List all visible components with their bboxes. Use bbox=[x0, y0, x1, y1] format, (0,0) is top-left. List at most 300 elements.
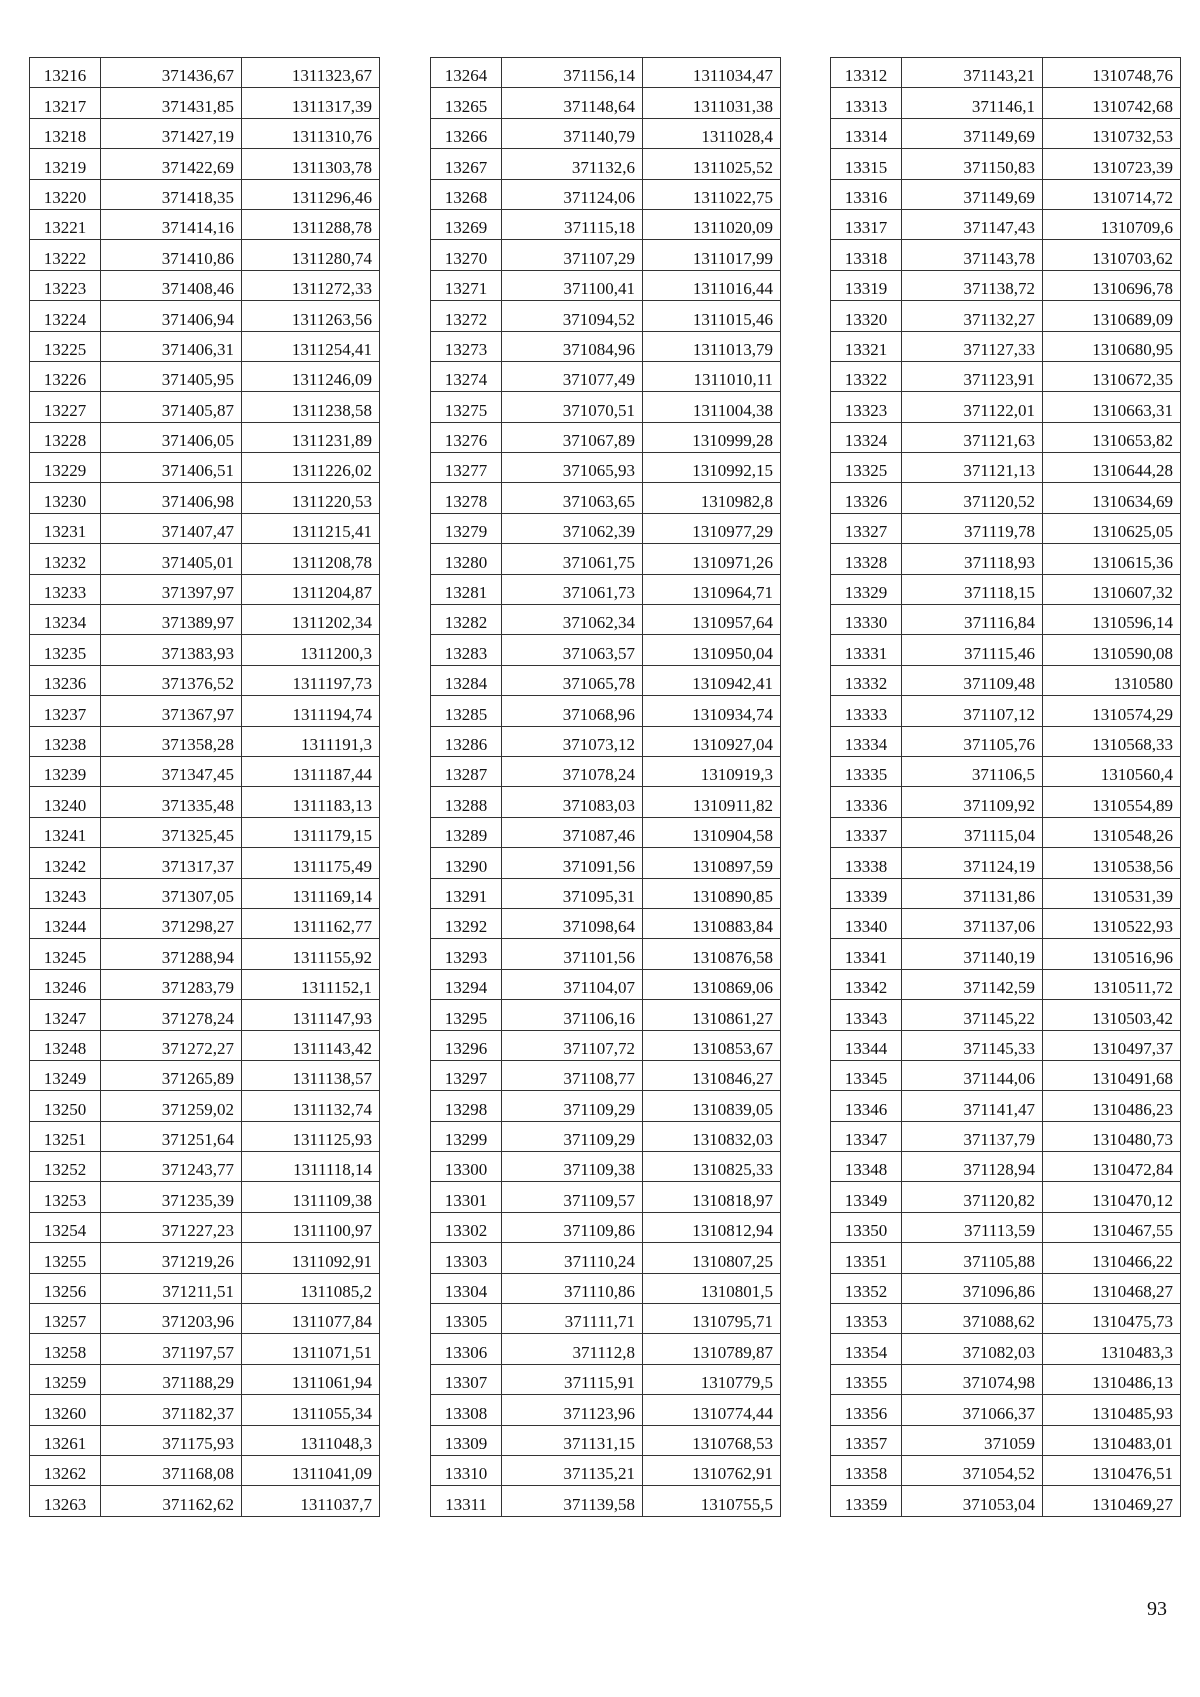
x-coordinate-cell: 371325,45 bbox=[101, 817, 242, 847]
x-coordinate-cell: 371106,16 bbox=[502, 1000, 643, 1030]
x-coordinate-cell: 371150,83 bbox=[902, 149, 1043, 179]
y-coordinate-cell: 1311048,3 bbox=[242, 1425, 380, 1455]
y-coordinate-cell: 1310964,71 bbox=[643, 574, 781, 604]
x-coordinate-cell: 371107,12 bbox=[902, 696, 1043, 726]
table-row bbox=[431, 1243, 781, 1273]
y-coordinate-cell: 1310801,5 bbox=[643, 1273, 781, 1303]
table-row bbox=[431, 544, 781, 574]
y-coordinate-cell: 1310531,39 bbox=[1043, 878, 1181, 908]
y-coordinate-cell: 1310689,09 bbox=[1043, 301, 1181, 331]
point-number-cell: 13248 bbox=[30, 1030, 101, 1060]
x-coordinate-cell: 371066,37 bbox=[902, 1395, 1043, 1425]
x-coordinate-cell: 371123,96 bbox=[502, 1395, 643, 1425]
x-coordinate-cell: 371367,97 bbox=[101, 696, 242, 726]
y-coordinate-cell: 1310942,41 bbox=[643, 665, 781, 695]
point-number-cell: 13328 bbox=[831, 544, 902, 574]
table-row bbox=[30, 544, 380, 574]
y-coordinate-cell: 1310596,14 bbox=[1043, 605, 1181, 635]
table-row bbox=[831, 817, 1181, 847]
table-row bbox=[831, 908, 1181, 938]
x-coordinate-cell: 371143,78 bbox=[902, 240, 1043, 270]
point-number-cell: 13354 bbox=[831, 1334, 902, 1364]
point-number-cell: 13326 bbox=[831, 483, 902, 513]
table-row bbox=[831, 939, 1181, 969]
x-coordinate-cell: 371422,69 bbox=[101, 149, 242, 179]
point-number-cell: 13313 bbox=[831, 88, 902, 118]
x-coordinate-cell: 371109,86 bbox=[502, 1212, 643, 1242]
table-row bbox=[431, 149, 781, 179]
y-coordinate-cell: 1310774,44 bbox=[643, 1395, 781, 1425]
x-coordinate-cell: 371436,67 bbox=[101, 58, 242, 88]
point-number-cell: 13343 bbox=[831, 1000, 902, 1030]
y-coordinate-cell: 1311179,15 bbox=[242, 817, 380, 847]
x-coordinate-cell: 371145,22 bbox=[902, 1000, 1043, 1030]
x-coordinate-cell: 371118,15 bbox=[902, 574, 1043, 604]
table-row bbox=[30, 1091, 380, 1121]
point-number-cell: 13234 bbox=[30, 605, 101, 635]
table-row bbox=[431, 817, 781, 847]
y-coordinate-cell: 1310762,91 bbox=[643, 1455, 781, 1485]
point-number-cell: 13309 bbox=[431, 1425, 502, 1455]
x-coordinate-cell: 371418,35 bbox=[101, 179, 242, 209]
table-row bbox=[831, 726, 1181, 756]
x-coordinate-cell: 371147,43 bbox=[902, 209, 1043, 239]
table-row bbox=[30, 969, 380, 999]
point-number-cell: 13254 bbox=[30, 1212, 101, 1242]
x-coordinate-cell: 371431,85 bbox=[101, 88, 242, 118]
x-coordinate-cell: 371162,62 bbox=[101, 1486, 242, 1516]
table-row bbox=[30, 605, 380, 635]
y-coordinate-cell: 1311013,79 bbox=[643, 331, 781, 361]
point-number-cell: 13229 bbox=[30, 453, 101, 483]
x-coordinate-cell: 371243,77 bbox=[101, 1152, 242, 1182]
point-number-cell: 13220 bbox=[30, 179, 101, 209]
x-coordinate-cell: 371149,69 bbox=[902, 118, 1043, 148]
table-row bbox=[431, 848, 781, 878]
y-coordinate-cell: 1310714,72 bbox=[1043, 179, 1181, 209]
x-coordinate-cell: 371127,33 bbox=[902, 331, 1043, 361]
y-coordinate-cell: 1310982,8 bbox=[643, 483, 781, 513]
x-coordinate-cell: 371376,52 bbox=[101, 665, 242, 695]
x-coordinate-cell: 371405,87 bbox=[101, 392, 242, 422]
y-coordinate-cell: 1310480,73 bbox=[1043, 1121, 1181, 1151]
table-row bbox=[30, 574, 380, 604]
point-number-cell: 13284 bbox=[431, 665, 502, 695]
y-coordinate-cell: 1311187,44 bbox=[242, 756, 380, 786]
y-coordinate-cell: 1311037,7 bbox=[242, 1486, 380, 1516]
point-number-cell: 13267 bbox=[431, 149, 502, 179]
x-coordinate-cell: 371143,21 bbox=[902, 58, 1043, 88]
point-number-cell: 13321 bbox=[831, 331, 902, 361]
y-coordinate-cell: 1311132,74 bbox=[242, 1091, 380, 1121]
table-row bbox=[831, 1091, 1181, 1121]
point-number-cell: 13348 bbox=[831, 1152, 902, 1182]
point-number-cell: 13289 bbox=[431, 817, 502, 847]
point-number-cell: 13287 bbox=[431, 756, 502, 786]
point-number-cell: 13342 bbox=[831, 969, 902, 999]
y-coordinate-cell: 1311015,46 bbox=[643, 301, 781, 331]
y-coordinate-cell: 1310511,72 bbox=[1043, 969, 1181, 999]
point-number-cell: 13358 bbox=[831, 1455, 902, 1485]
point-number-cell: 13320 bbox=[831, 301, 902, 331]
y-coordinate-cell: 1311197,73 bbox=[242, 665, 380, 695]
table-row bbox=[30, 331, 380, 361]
point-number-cell: 13249 bbox=[30, 1060, 101, 1090]
point-number-cell: 13283 bbox=[431, 635, 502, 665]
table-row bbox=[431, 939, 781, 969]
x-coordinate-cell: 371109,48 bbox=[902, 665, 1043, 695]
table-row bbox=[431, 1273, 781, 1303]
x-coordinate-cell: 371131,86 bbox=[902, 878, 1043, 908]
y-coordinate-cell: 1311025,52 bbox=[643, 149, 781, 179]
y-coordinate-cell: 1311296,46 bbox=[242, 179, 380, 209]
table-row bbox=[831, 1304, 1181, 1334]
point-number-cell: 13337 bbox=[831, 817, 902, 847]
y-coordinate-cell: 1310538,56 bbox=[1043, 848, 1181, 878]
table-row bbox=[30, 1395, 380, 1425]
point-number-cell: 13298 bbox=[431, 1091, 502, 1121]
x-coordinate-cell: 371115,46 bbox=[902, 635, 1043, 665]
point-number-cell: 13274 bbox=[431, 361, 502, 391]
point-number-cell: 13305 bbox=[431, 1304, 502, 1334]
point-number-cell: 13230 bbox=[30, 483, 101, 513]
x-coordinate-cell: 371121,63 bbox=[902, 422, 1043, 452]
point-number-cell: 13300 bbox=[431, 1152, 502, 1182]
point-number-cell: 13269 bbox=[431, 209, 502, 239]
y-coordinate-cell: 1311323,67 bbox=[242, 58, 380, 88]
point-number-cell: 13325 bbox=[831, 453, 902, 483]
table-row bbox=[831, 635, 1181, 665]
table-row bbox=[431, 1152, 781, 1182]
table-row bbox=[30, 179, 380, 209]
x-coordinate-cell: 371112,8 bbox=[502, 1334, 643, 1364]
table-row bbox=[431, 1030, 781, 1060]
x-coordinate-cell: 371095,31 bbox=[502, 878, 643, 908]
point-number-cell: 13233 bbox=[30, 574, 101, 604]
x-coordinate-cell: 371265,89 bbox=[101, 1060, 242, 1090]
y-coordinate-cell: 1311183,13 bbox=[242, 787, 380, 817]
table-row bbox=[831, 88, 1181, 118]
y-coordinate-cell: 1310672,35 bbox=[1043, 361, 1181, 391]
x-coordinate-cell: 371188,29 bbox=[101, 1364, 242, 1394]
table-row bbox=[431, 331, 781, 361]
table-row bbox=[431, 361, 781, 391]
table-row bbox=[30, 665, 380, 695]
point-number-cell: 13265 bbox=[431, 88, 502, 118]
x-coordinate-cell: 371109,29 bbox=[502, 1121, 643, 1151]
point-number-cell: 13276 bbox=[431, 422, 502, 452]
table-row bbox=[30, 422, 380, 452]
point-number-cell: 13297 bbox=[431, 1060, 502, 1090]
point-number-cell: 13268 bbox=[431, 179, 502, 209]
x-coordinate-cell: 371406,98 bbox=[101, 483, 242, 513]
y-coordinate-cell: 1310568,33 bbox=[1043, 726, 1181, 756]
point-number-cell: 13218 bbox=[30, 118, 101, 148]
point-number-cell: 13246 bbox=[30, 969, 101, 999]
table-row bbox=[431, 1000, 781, 1030]
y-coordinate-cell: 1310709,6 bbox=[1043, 209, 1181, 239]
table-row bbox=[431, 270, 781, 300]
y-coordinate-cell: 1310904,58 bbox=[643, 817, 781, 847]
table-row bbox=[30, 1304, 380, 1334]
point-number-cell: 13279 bbox=[431, 513, 502, 543]
point-number-cell: 13331 bbox=[831, 635, 902, 665]
point-number-cell: 13238 bbox=[30, 726, 101, 756]
table-row bbox=[30, 149, 380, 179]
y-coordinate-cell: 1311100,97 bbox=[242, 1212, 380, 1242]
table-row bbox=[831, 270, 1181, 300]
y-coordinate-cell: 1310663,31 bbox=[1043, 392, 1181, 422]
x-coordinate-cell: 371104,07 bbox=[502, 969, 643, 999]
x-coordinate-cell: 371405,95 bbox=[101, 361, 242, 391]
x-coordinate-cell: 371335,48 bbox=[101, 787, 242, 817]
table-row bbox=[30, 88, 380, 118]
table-row bbox=[30, 392, 380, 422]
x-coordinate-cell: 371132,6 bbox=[502, 149, 643, 179]
table-row bbox=[431, 1364, 781, 1394]
x-coordinate-cell: 371135,21 bbox=[502, 1455, 643, 1485]
x-coordinate-cell: 371118,93 bbox=[902, 544, 1043, 574]
x-coordinate-cell: 371082,03 bbox=[902, 1334, 1043, 1364]
point-number-cell: 13359 bbox=[831, 1486, 902, 1516]
y-coordinate-cell: 1311263,56 bbox=[242, 301, 380, 331]
point-number-cell: 13219 bbox=[30, 149, 101, 179]
y-coordinate-cell: 1310755,5 bbox=[643, 1486, 781, 1516]
table-row bbox=[431, 1304, 781, 1334]
point-number-cell: 13333 bbox=[831, 696, 902, 726]
point-number-cell: 13312 bbox=[831, 58, 902, 88]
x-coordinate-cell: 371110,86 bbox=[502, 1273, 643, 1303]
y-coordinate-cell: 1310869,06 bbox=[643, 969, 781, 999]
x-coordinate-cell: 371406,94 bbox=[101, 301, 242, 331]
table-row bbox=[431, 665, 781, 695]
point-number-cell: 13311 bbox=[431, 1486, 502, 1516]
y-coordinate-cell: 1311215,41 bbox=[242, 513, 380, 543]
x-coordinate-cell: 371227,23 bbox=[101, 1212, 242, 1242]
point-number-cell: 13338 bbox=[831, 848, 902, 878]
table-row bbox=[831, 1152, 1181, 1182]
y-coordinate-cell: 1311010,11 bbox=[643, 361, 781, 391]
x-coordinate-cell: 371119,78 bbox=[902, 513, 1043, 543]
point-number-cell: 13243 bbox=[30, 878, 101, 908]
table-row bbox=[431, 1091, 781, 1121]
y-coordinate-cell: 1310992,15 bbox=[643, 453, 781, 483]
table-row bbox=[30, 513, 380, 543]
x-coordinate-cell: 371128,94 bbox=[902, 1152, 1043, 1182]
y-coordinate-cell: 1311175,49 bbox=[242, 848, 380, 878]
table-row bbox=[431, 392, 781, 422]
y-coordinate-cell: 1310554,89 bbox=[1043, 787, 1181, 817]
table-row bbox=[30, 453, 380, 483]
y-coordinate-cell: 1310897,59 bbox=[643, 848, 781, 878]
x-coordinate-cell: 371156,14 bbox=[502, 58, 643, 88]
point-number-cell: 13347 bbox=[831, 1121, 902, 1151]
point-number-cell: 13232 bbox=[30, 544, 101, 574]
table-row bbox=[30, 240, 380, 270]
y-coordinate-cell: 1311280,74 bbox=[242, 240, 380, 270]
x-coordinate-cell: 371109,29 bbox=[502, 1091, 643, 1121]
point-number-cell: 13235 bbox=[30, 635, 101, 665]
point-number-cell: 13302 bbox=[431, 1212, 502, 1242]
point-number-cell: 13222 bbox=[30, 240, 101, 270]
table-row bbox=[431, 1486, 781, 1516]
y-coordinate-cell: 1310825,33 bbox=[643, 1152, 781, 1182]
x-coordinate-cell: 371083,03 bbox=[502, 787, 643, 817]
x-coordinate-cell: 371137,79 bbox=[902, 1121, 1043, 1151]
point-number-cell: 13345 bbox=[831, 1060, 902, 1090]
y-coordinate-cell: 1310818,97 bbox=[643, 1182, 781, 1212]
x-coordinate-cell: 371084,96 bbox=[502, 331, 643, 361]
x-coordinate-cell: 371149,69 bbox=[902, 179, 1043, 209]
table-row bbox=[831, 1273, 1181, 1303]
x-coordinate-cell: 371358,28 bbox=[101, 726, 242, 756]
x-coordinate-cell: 371203,96 bbox=[101, 1304, 242, 1334]
table-row bbox=[431, 1121, 781, 1151]
x-coordinate-cell: 371107,29 bbox=[502, 240, 643, 270]
table-row bbox=[30, 1182, 380, 1212]
x-coordinate-cell: 371122,01 bbox=[902, 392, 1043, 422]
y-coordinate-cell: 1310696,78 bbox=[1043, 270, 1181, 300]
x-coordinate-cell: 371123,91 bbox=[902, 361, 1043, 391]
x-coordinate-cell: 371408,46 bbox=[101, 270, 242, 300]
x-coordinate-cell: 371146,1 bbox=[902, 88, 1043, 118]
y-coordinate-cell: 1311194,74 bbox=[242, 696, 380, 726]
point-number-cell: 13294 bbox=[431, 969, 502, 999]
x-coordinate-cell: 371115,91 bbox=[502, 1364, 643, 1394]
x-coordinate-cell: 371115,04 bbox=[902, 817, 1043, 847]
y-coordinate-cell: 1310883,84 bbox=[643, 908, 781, 938]
point-number-cell: 13224 bbox=[30, 301, 101, 331]
y-coordinate-cell: 1310832,03 bbox=[643, 1121, 781, 1151]
point-number-cell: 13329 bbox=[831, 574, 902, 604]
y-coordinate-cell: 1310846,27 bbox=[643, 1060, 781, 1090]
y-coordinate-cell: 1310475,73 bbox=[1043, 1304, 1181, 1334]
x-coordinate-cell: 371063,57 bbox=[502, 635, 643, 665]
coordinate-table-1 bbox=[29, 57, 380, 1517]
table-row bbox=[30, 483, 380, 513]
y-coordinate-cell: 1311231,89 bbox=[242, 422, 380, 452]
x-coordinate-cell: 371219,26 bbox=[101, 1243, 242, 1273]
y-coordinate-cell: 1311041,09 bbox=[242, 1455, 380, 1485]
y-coordinate-cell: 1310467,55 bbox=[1043, 1212, 1181, 1242]
x-coordinate-cell: 371406,51 bbox=[101, 453, 242, 483]
point-number-cell: 13258 bbox=[30, 1334, 101, 1364]
x-coordinate-cell: 371074,98 bbox=[902, 1364, 1043, 1394]
point-number-cell: 13257 bbox=[30, 1304, 101, 1334]
x-coordinate-cell: 371053,04 bbox=[902, 1486, 1043, 1516]
y-coordinate-cell: 1311031,38 bbox=[643, 88, 781, 118]
y-coordinate-cell: 1311246,09 bbox=[242, 361, 380, 391]
point-number-cell: 13237 bbox=[30, 696, 101, 726]
y-coordinate-cell: 1310839,05 bbox=[643, 1091, 781, 1121]
table-row bbox=[30, 817, 380, 847]
table-row bbox=[431, 483, 781, 513]
y-coordinate-cell: 1310468,27 bbox=[1043, 1273, 1181, 1303]
point-number-cell: 13217 bbox=[30, 88, 101, 118]
y-coordinate-cell: 1310680,95 bbox=[1043, 331, 1181, 361]
y-coordinate-cell: 1311204,87 bbox=[242, 574, 380, 604]
x-coordinate-cell: 371427,19 bbox=[101, 118, 242, 148]
x-coordinate-cell: 371406,05 bbox=[101, 422, 242, 452]
x-coordinate-cell: 371120,82 bbox=[902, 1182, 1043, 1212]
table-row bbox=[831, 422, 1181, 452]
table-row bbox=[831, 1425, 1181, 1455]
point-number-cell: 13323 bbox=[831, 392, 902, 422]
y-coordinate-cell: 1310470,12 bbox=[1043, 1182, 1181, 1212]
point-number-cell: 13262 bbox=[30, 1455, 101, 1485]
x-coordinate-cell: 371288,94 bbox=[101, 939, 242, 969]
point-number-cell: 13307 bbox=[431, 1364, 502, 1394]
point-number-cell: 13316 bbox=[831, 179, 902, 209]
x-coordinate-cell: 371077,49 bbox=[502, 361, 643, 391]
point-number-cell: 13221 bbox=[30, 209, 101, 239]
y-coordinate-cell: 1310472,84 bbox=[1043, 1152, 1181, 1182]
y-coordinate-cell: 1310522,93 bbox=[1043, 908, 1181, 938]
y-coordinate-cell: 1310548,26 bbox=[1043, 817, 1181, 847]
y-coordinate-cell: 1311272,33 bbox=[242, 270, 380, 300]
table-row bbox=[30, 1212, 380, 1242]
y-coordinate-cell: 1311254,41 bbox=[242, 331, 380, 361]
point-number-cell: 13327 bbox=[831, 513, 902, 543]
y-coordinate-cell: 1311220,53 bbox=[242, 483, 380, 513]
table-row bbox=[431, 1060, 781, 1090]
table-row bbox=[831, 756, 1181, 786]
point-number-cell: 13286 bbox=[431, 726, 502, 756]
x-coordinate-cell: 371132,27 bbox=[902, 301, 1043, 331]
table-row bbox=[30, 1121, 380, 1151]
x-coordinate-cell: 371283,79 bbox=[101, 969, 242, 999]
table-row bbox=[831, 483, 1181, 513]
x-coordinate-cell: 371317,37 bbox=[101, 848, 242, 878]
y-coordinate-cell: 1310469,27 bbox=[1043, 1486, 1181, 1516]
table-row bbox=[431, 878, 781, 908]
table-row bbox=[431, 513, 781, 543]
x-coordinate-cell: 371148,64 bbox=[502, 88, 643, 118]
point-number-cell: 13355 bbox=[831, 1364, 902, 1394]
point-number-cell: 13340 bbox=[831, 908, 902, 938]
table-row bbox=[30, 939, 380, 969]
x-coordinate-cell: 371116,84 bbox=[902, 605, 1043, 635]
x-coordinate-cell: 371182,37 bbox=[101, 1395, 242, 1425]
y-coordinate-cell: 1310723,39 bbox=[1043, 149, 1181, 179]
table-row bbox=[30, 635, 380, 665]
point-number-cell: 13273 bbox=[431, 331, 502, 361]
x-coordinate-cell: 371137,06 bbox=[902, 908, 1043, 938]
y-coordinate-cell: 1310476,51 bbox=[1043, 1455, 1181, 1485]
y-coordinate-cell: 1311004,38 bbox=[643, 392, 781, 422]
table-row bbox=[831, 392, 1181, 422]
y-coordinate-cell: 1311077,84 bbox=[242, 1304, 380, 1334]
table-row bbox=[30, 696, 380, 726]
y-coordinate-cell: 1310789,87 bbox=[643, 1334, 781, 1364]
x-coordinate-cell: 371054,52 bbox=[902, 1455, 1043, 1485]
point-number-cell: 13292 bbox=[431, 908, 502, 938]
table-row bbox=[831, 1243, 1181, 1273]
x-coordinate-cell: 371131,15 bbox=[502, 1425, 643, 1455]
point-number-cell: 13270 bbox=[431, 240, 502, 270]
y-coordinate-cell: 1311152,1 bbox=[242, 969, 380, 999]
table-row bbox=[831, 1486, 1181, 1516]
x-coordinate-cell: 371144,06 bbox=[902, 1060, 1043, 1090]
table-row bbox=[30, 756, 380, 786]
point-number-cell: 13339 bbox=[831, 878, 902, 908]
table-row bbox=[431, 88, 781, 118]
table-row bbox=[831, 878, 1181, 908]
x-coordinate-cell: 371108,77 bbox=[502, 1060, 643, 1090]
y-coordinate-cell: 1310999,28 bbox=[643, 422, 781, 452]
x-coordinate-cell: 371142,59 bbox=[902, 969, 1043, 999]
x-coordinate-cell: 371259,02 bbox=[101, 1091, 242, 1121]
